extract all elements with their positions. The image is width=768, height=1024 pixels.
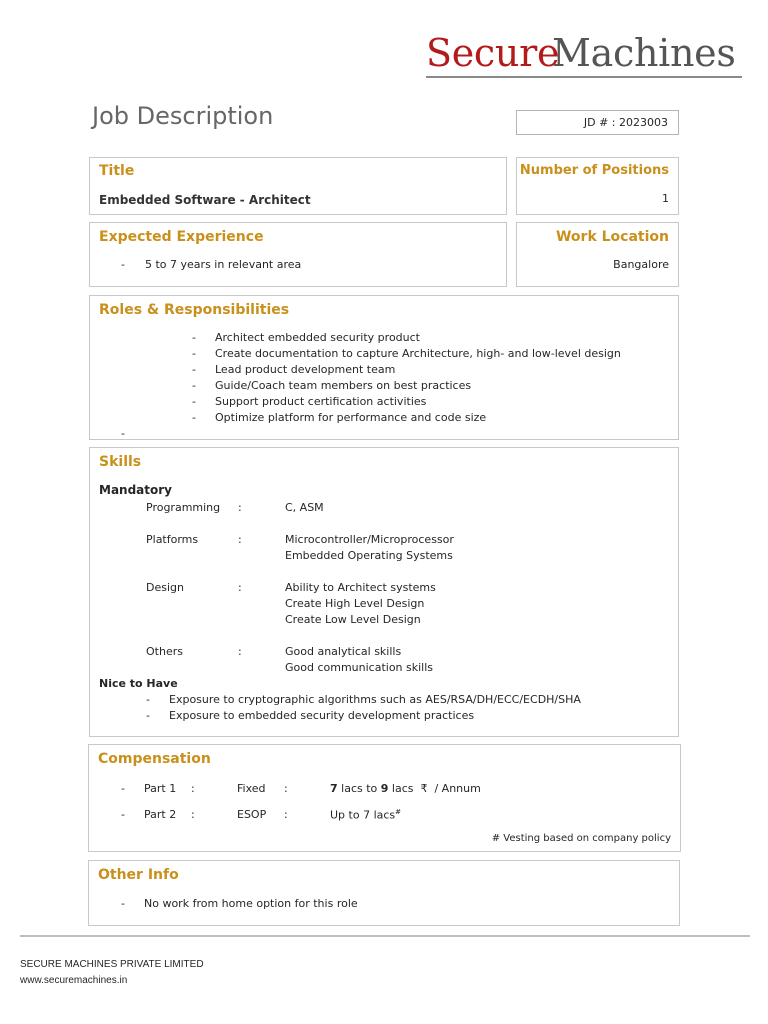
logo-underline bbox=[426, 76, 742, 78]
logo-secure-text: Secure bbox=[426, 31, 560, 75]
experience-item: 5 to 7 years in relevant area bbox=[145, 258, 302, 271]
comp-amount-max: 9 bbox=[380, 782, 389, 795]
jd-number: JD # : 2023003 bbox=[583, 116, 668, 129]
location-value: Bangalore bbox=[613, 258, 669, 271]
roles-item: Create documentation to capture Architecture, high- and low-level design bbox=[215, 347, 621, 360]
job-title-value: Embedded Software - Architect bbox=[99, 193, 311, 207]
positions-heading: Number of Positions bbox=[519, 163, 669, 178]
bullet-dash: - bbox=[192, 347, 196, 360]
comp-amount bbox=[330, 782, 481, 795]
roles-item: Support product certification activities bbox=[215, 395, 427, 408]
skill-value: C, ASM bbox=[285, 501, 324, 514]
logo-machines-text: Machines bbox=[552, 31, 736, 75]
other-info-box bbox=[88, 860, 680, 926]
skill-separator: : bbox=[238, 581, 242, 594]
roles-box bbox=[89, 295, 679, 440]
mandatory-heading: Mandatory bbox=[99, 483, 172, 497]
experience-box bbox=[89, 222, 507, 287]
title-heading: Title bbox=[99, 163, 135, 179]
bullet-dash: - bbox=[192, 379, 196, 392]
compensation-heading: Compensation bbox=[98, 751, 211, 767]
nice-to-have-heading: Nice to Have bbox=[99, 677, 178, 690]
bullet-dash: - bbox=[121, 427, 125, 440]
footer-website-link[interactable]: www.securemachines.in bbox=[20, 975, 128, 986]
comp-separator: : bbox=[284, 808, 288, 821]
roles-heading: Roles & Responsibilities bbox=[99, 302, 290, 318]
nice-item: Exposure to embedded security development practices bbox=[169, 709, 475, 722]
bullet-dash: - bbox=[192, 363, 196, 376]
vesting-note: # Vesting based on company policy bbox=[491, 833, 671, 844]
bullet-dash: - bbox=[121, 808, 125, 821]
comp-separator: : bbox=[191, 782, 195, 795]
experience-heading: Expected Experience bbox=[99, 229, 264, 245]
skill-value: Embedded Operating Systems bbox=[285, 549, 453, 562]
comp-amount bbox=[330, 808, 401, 822]
comp-type: Fixed bbox=[237, 782, 266, 795]
comp-footnote-mark: # bbox=[395, 808, 402, 816]
bullet-dash: - bbox=[121, 897, 125, 910]
footer-divider bbox=[20, 935, 750, 937]
comp-part: Part 1 bbox=[144, 782, 177, 795]
comp-part: Part 2 bbox=[144, 808, 177, 821]
nice-item: Exposure to cryptographic algorithms such as AES/RSA/DH/ECC/ECDH/SHA bbox=[169, 693, 581, 706]
roles-item: Optimize platform for performance and code size bbox=[215, 411, 487, 424]
comp-amount-unit: lacs ₹ / Annum bbox=[388, 782, 481, 795]
skill-category: Programming bbox=[146, 501, 221, 514]
bullet-dash: - bbox=[146, 709, 150, 722]
skill-value: Create High Level Design bbox=[285, 597, 425, 610]
skill-category: Design bbox=[146, 581, 184, 594]
comp-separator: : bbox=[284, 782, 288, 795]
page-title: Job Description bbox=[92, 102, 274, 130]
comp-amount-mid: lacs to bbox=[337, 782, 381, 795]
positions-value: 1 bbox=[662, 192, 669, 205]
positions-box bbox=[516, 157, 679, 215]
skill-separator: : bbox=[238, 645, 242, 658]
skill-value: Good communication skills bbox=[285, 661, 434, 674]
skill-separator: : bbox=[238, 501, 242, 514]
jd-number-box bbox=[516, 110, 679, 135]
footer-company: SECURE MACHINES PRIVATE LIMITED bbox=[20, 959, 204, 970]
other-info-item: No work from home option for this role bbox=[144, 897, 358, 910]
comp-type: ESOP bbox=[237, 808, 267, 821]
roles-item: Lead product development team bbox=[215, 363, 396, 376]
bullet-dash: - bbox=[121, 782, 125, 795]
skill-value: Microcontroller/Microprocessor bbox=[285, 533, 454, 546]
skills-heading: Skills bbox=[99, 454, 142, 470]
skill-value: Create Low Level Design bbox=[285, 613, 421, 626]
comp-esop-amount: Up to 7 lacs bbox=[330, 808, 396, 822]
skill-category: Others bbox=[146, 645, 183, 658]
skill-value: Ability to Architect systems bbox=[285, 581, 436, 594]
bullet-dash: - bbox=[192, 395, 196, 408]
bullet-dash: - bbox=[146, 693, 150, 706]
company-logo bbox=[426, 30, 742, 82]
bullet-dash: - bbox=[121, 258, 125, 271]
skill-value: Good analytical skills bbox=[285, 645, 402, 658]
title-box bbox=[89, 157, 507, 215]
roles-item: Architect embedded security product bbox=[215, 331, 420, 344]
other-info-heading: Other Info bbox=[98, 867, 179, 883]
roles-item: Guide/Coach team members on best practices bbox=[215, 379, 472, 392]
skill-separator: : bbox=[238, 533, 242, 546]
location-heading: Work Location bbox=[555, 229, 669, 245]
skills-box bbox=[89, 447, 679, 737]
comp-amount-min: 7 bbox=[330, 782, 338, 795]
compensation-box bbox=[88, 744, 681, 852]
location-box bbox=[516, 222, 679, 287]
skill-category: Platforms bbox=[146, 533, 199, 546]
comp-separator: : bbox=[191, 808, 195, 821]
bullet-dash: - bbox=[192, 331, 196, 344]
bullet-dash: - bbox=[192, 411, 196, 424]
